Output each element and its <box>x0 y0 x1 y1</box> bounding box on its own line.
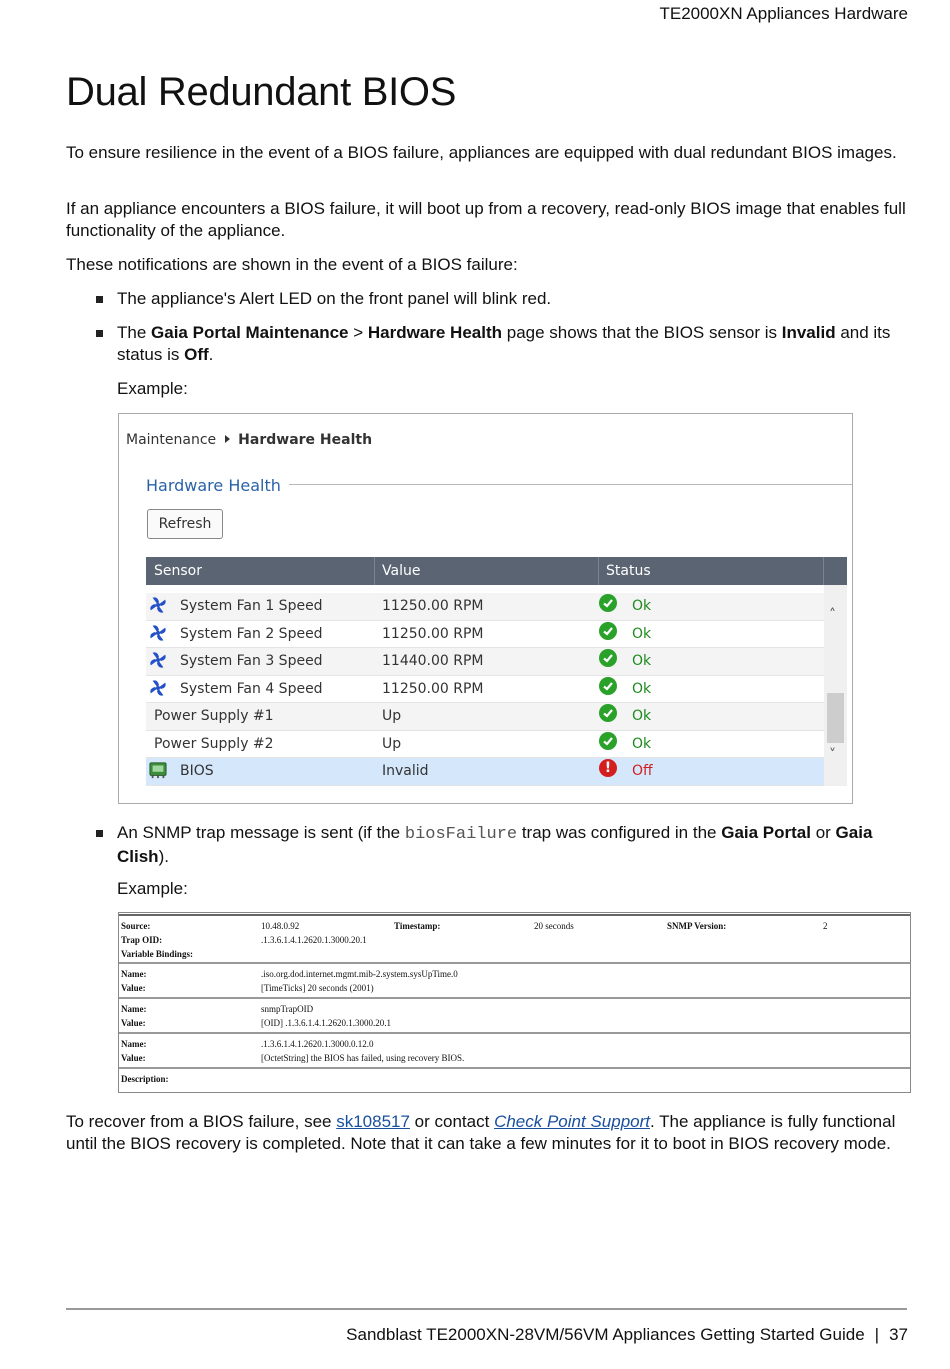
paragraph-recover: To recover from a BIOS failure, see sk108517 or contact Check Point Support. The appliance is fully functional until the BIOS recovery is completed. Note that it can take a few minutes for it to boot in BIOS recovery mode. <box>66 1112 896 1153</box>
trap-oid-value: .1.3.6.1.4.1.2620.1.3000.20.1 <box>261 935 367 945</box>
bullet-text: An SNMP trap message is sent (if the biosFailure trap was configured in the Gaia Portal or Gaia Clish). <box>117 823 873 866</box>
sensor-name: BIOS <box>180 763 214 779</box>
footer-rule <box>66 1308 907 1310</box>
sensor-name: System Fan 2 Speed <box>180 625 323 642</box>
sensor-value: 11250.00 RPM <box>382 680 484 697</box>
chevron-up-icon[interactable]: ˄ <box>829 607 836 623</box>
refresh-button[interactable]: Refresh <box>147 509 223 539</box>
snmp-trap-screenshot <box>118 912 911 1093</box>
fan-icon <box>149 596 167 614</box>
example-label: Example: <box>117 879 188 898</box>
check-icon <box>599 594 617 612</box>
sensor-value: Up <box>382 735 402 752</box>
top-rule <box>119 914 910 916</box>
description-label: Description: <box>121 1074 169 1084</box>
sensor-name: Power Supply #2 <box>154 735 274 752</box>
check-point-support-link[interactable]: Check Point Support <box>494 1112 650 1131</box>
table-header <box>146 557 847 585</box>
sensor-name: System Fan 4 Speed <box>180 680 323 697</box>
sensor-value: Invalid <box>382 763 429 779</box>
sensor-value: 11440.00 RPM <box>382 653 484 669</box>
error-icon: ! <box>599 759 617 777</box>
scrollbar-thumb[interactable] <box>827 693 844 743</box>
footer-separator: | <box>874 1325 880 1344</box>
binding-value-label: Value: <box>121 983 146 993</box>
fan-icon <box>149 651 167 669</box>
timestamp-value: 20 seconds <box>534 921 574 931</box>
binding-block <box>119 999 910 1034</box>
column-header-sensor[interactable]: Sensor <box>154 563 202 579</box>
check-icon <box>599 649 617 667</box>
binding-name: .iso.org.dod.internet.mgmt.mib-2.system.sysUpTime.0 <box>261 969 458 979</box>
timestamp-label: Timestamp: <box>394 921 441 931</box>
check-icon <box>599 704 617 722</box>
binding-name-label: Name: <box>121 1004 147 1014</box>
sensor-table <box>146 557 847 786</box>
trap-header-block <box>119 917 910 964</box>
running-header: TE2000XN Appliances Hardware <box>659 4 908 23</box>
sensor-status: Ok <box>632 708 652 724</box>
table-row[interactable] <box>146 648 824 676</box>
sensor-status: Ok <box>632 625 652 642</box>
trap-oid-label: Trap OID: <box>121 935 163 945</box>
sensor-value: 11250.00 RPM <box>382 598 484 614</box>
binding-value-label: Value: <box>121 1053 146 1063</box>
binding-name-label: Name: <box>121 1039 147 1049</box>
bullet-marker <box>96 830 103 837</box>
source-value: 10.48.0.92 <box>261 921 300 931</box>
bullet-marker <box>96 330 103 337</box>
binding-name-label: Name: <box>121 969 147 979</box>
table-row[interactable] <box>146 703 824 731</box>
code-bios-failure: biosFailure <box>404 825 518 844</box>
paragraph-recovery: If an appliance encounters a BIOS failure, it will boot up from a recovery, read-only BIOS image that enables full functionality of the appliance. <box>66 199 906 240</box>
table-row-selected[interactable] <box>146 758 824 786</box>
paragraph-intro: To ensure resilience in the event of a BIOS failure, appliances are equipped with dual redundant BIOS images. <box>66 143 897 162</box>
sk108517-link[interactable]: sk108517 <box>336 1112 410 1131</box>
sensor-name: System Fan 1 Speed <box>180 598 323 614</box>
column-divider <box>598 557 599 585</box>
binding-block <box>119 1034 910 1069</box>
breadcrumb-maintenance[interactable]: Maintenance <box>126 432 217 448</box>
bios-chip-icon <box>149 761 167 779</box>
binding-value: [OID] .1.3.6.1.4.1.2620.1.3000.20.1 <box>261 1018 391 1028</box>
breadcrumb <box>126 432 372 448</box>
binding-value-label: Value: <box>121 1018 146 1028</box>
bullet-text: The Gaia Portal Maintenance > Hardware Health page shows that the BIOS sensor is Invalid and its status is Off. <box>117 323 891 364</box>
check-icon <box>599 677 617 695</box>
paragraph-notifications: These notifications are shown in the event of a BIOS failure: <box>66 255 518 274</box>
hardware-health-screenshot <box>118 413 853 804</box>
footer <box>346 1325 908 1345</box>
table-row[interactable] <box>146 676 824 704</box>
breadcrumb-arrow-icon <box>225 435 230 443</box>
example-label: Example: <box>117 379 188 398</box>
variable-bindings-label: Variable Bindings: <box>121 949 193 959</box>
footer-guide-title: Sandblast TE2000XN-28VM/56VM Appliances Getting Started Guide <box>346 1325 865 1344</box>
sensor-status: Ok <box>632 653 652 669</box>
binding-name: snmpTrapOID <box>261 1004 314 1014</box>
table-scrollbar[interactable] <box>824 585 847 786</box>
column-header-status[interactable]: Status <box>606 563 651 579</box>
fan-icon <box>149 679 167 697</box>
sensor-status: Off <box>632 763 653 779</box>
page-number: 37 <box>889 1325 908 1344</box>
binding-value: [TimeTicks] 20 seconds (2001) <box>261 983 374 993</box>
binding-value: [OctetString] the BIOS has failed, using recovery BIOS. <box>261 1053 465 1063</box>
check-icon <box>599 622 617 640</box>
column-header-value[interactable]: Value <box>382 563 421 579</box>
source-label: Source: <box>121 921 151 931</box>
sensor-name: Power Supply #1 <box>154 708 274 724</box>
fan-icon <box>149 624 167 642</box>
sensor-status: Ok <box>632 735 652 752</box>
table-row[interactable] <box>146 731 824 759</box>
table-body <box>146 593 824 786</box>
sensor-status: Ok <box>632 598 652 614</box>
sensor-value: 11250.00 RPM <box>382 625 484 642</box>
binding-block <box>119 964 910 999</box>
sensor-value: Up <box>382 708 402 724</box>
section-title: Hardware Health <box>146 476 289 495</box>
table-row[interactable] <box>146 593 824 621</box>
check-icon <box>599 732 617 750</box>
column-divider <box>374 557 375 585</box>
column-divider <box>823 557 824 585</box>
breadcrumb-current: Hardware Health <box>238 432 373 448</box>
page-title: Dual Redundant BIOS <box>66 70 457 114</box>
table-row[interactable] <box>146 621 824 649</box>
sensor-status: Ok <box>632 680 652 697</box>
bullet-marker <box>96 296 103 303</box>
sensor-name: System Fan 3 Speed <box>180 653 323 669</box>
snmp-version-label: SNMP Version: <box>667 921 727 931</box>
bullet-text: The appliance's Alert LED on the front panel will blink red. <box>117 289 552 308</box>
chevron-down-icon[interactable]: ˅ <box>829 747 836 763</box>
binding-name: .1.3.6.1.4.1.2620.1.3000.0.12.0 <box>261 1039 374 1049</box>
snmp-version-value: 2 <box>823 921 828 931</box>
